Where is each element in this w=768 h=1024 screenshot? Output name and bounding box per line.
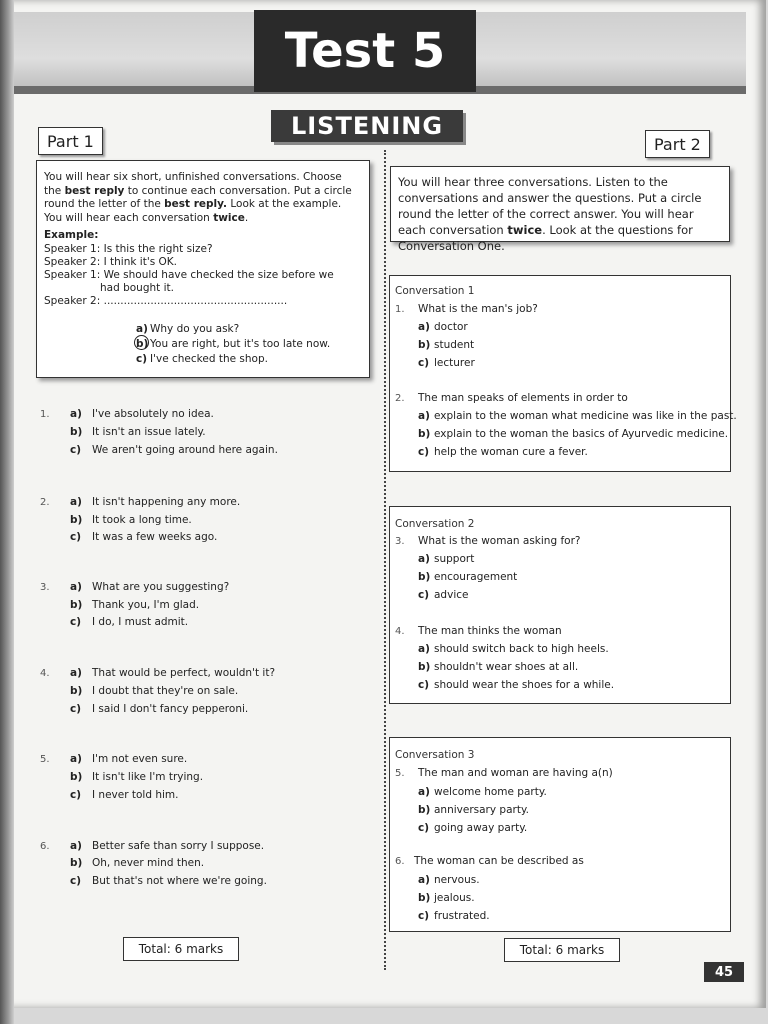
question-number: 6.: [40, 841, 50, 852]
option-text: It isn't an issue lately.: [92, 426, 206, 438]
example-line: Speaker 2: .......................................................: [44, 295, 288, 307]
option-text: I've absolutely no idea.: [92, 408, 214, 420]
option-letter[interactable]: c): [418, 822, 430, 834]
option-letter[interactable]: b): [418, 571, 431, 583]
option-letter[interactable]: a): [418, 786, 430, 798]
option-letter[interactable]: b): [418, 339, 431, 351]
option-letter[interactable]: a): [418, 553, 430, 565]
option-text: nervous.: [434, 874, 480, 886]
option-letter: b): [136, 338, 149, 350]
option-text: Oh, never mind then.: [92, 857, 205, 869]
option-letter[interactable]: c): [70, 703, 82, 715]
example-option: Why do you ask?: [150, 323, 240, 335]
question-number: 4.: [40, 668, 50, 679]
example-line: Speaker 2: I think it's OK.: [44, 256, 178, 268]
question-number: 3.: [40, 582, 50, 593]
option-letter[interactable]: c): [70, 875, 82, 887]
question-text: The man speaks of elements in order to: [418, 392, 628, 404]
question-number: 1.: [40, 409, 50, 420]
conversation-title: Conversation 3: [395, 749, 475, 761]
option-letter[interactable]: b): [70, 514, 83, 526]
example-label: Example:: [44, 229, 99, 241]
option-text: should wear the shoes for a while.: [434, 679, 615, 691]
option-letter: a): [136, 323, 148, 335]
section-title: LISTENING: [271, 110, 463, 142]
option-text: I'm not even sure.: [92, 753, 188, 765]
part2-instructions: You will hear three conversations. Listen to the conversations and answer the questions. Put a circle round the letter of the correct answer. You will hear each conversation twice. Look at the questions for Conversation One.: [398, 175, 702, 253]
question-number: 3.: [395, 536, 405, 547]
option-text: help the woman cure a fever.: [434, 446, 588, 458]
option-letter[interactable]: c): [70, 789, 82, 801]
part1-instructions: You will hear six short, unfinished conversations. Choose the best reply to continue each conversation. Put a circle round the letter of the best reply. Look at the example. You will hear each conversation twice.: [44, 171, 352, 224]
option-letter[interactable]: b): [418, 428, 431, 440]
question-number: 5.: [395, 768, 405, 779]
conversation-box: [389, 506, 731, 704]
option-letter[interactable]: b): [418, 892, 431, 904]
option-text: What are you suggesting?: [92, 581, 230, 593]
option-text: going away party.: [434, 822, 528, 834]
option-text: anniversary party.: [434, 804, 530, 816]
example-line: had bought it.: [100, 282, 174, 294]
option-letter[interactable]: c): [418, 589, 430, 601]
option-text: lecturer: [434, 357, 475, 369]
option-letter[interactable]: a): [418, 643, 430, 655]
option-text: I doubt that they're on sale.: [92, 685, 239, 697]
question-text: The man thinks the woman: [418, 625, 562, 637]
example-option: You are right, but it's too late now.: [150, 338, 331, 350]
part2-instructions-box: [390, 166, 730, 253]
option-text: support: [434, 553, 475, 565]
option-text: encouragement: [434, 571, 518, 583]
option-text: I do, I must admit.: [92, 616, 189, 628]
option-text: student: [434, 339, 475, 351]
example-option: I've checked the shop.: [150, 353, 268, 365]
option-text: should switch back to high heels.: [434, 643, 609, 655]
option-letter[interactable]: b): [418, 804, 431, 816]
option-text: It was a few weeks ago.: [92, 531, 218, 543]
example-line: Speaker 1: We should have checked the size before we: [44, 269, 334, 281]
option-letter[interactable]: a): [70, 496, 82, 508]
option-text: I never told him.: [92, 789, 179, 801]
example-line: Speaker 1: Is this the right size?: [44, 243, 213, 255]
option-letter[interactable]: a): [418, 874, 430, 886]
option-letter[interactable]: b): [418, 661, 431, 673]
option-letter[interactable]: b): [70, 426, 83, 438]
option-text: shouldn't wear shoes at all.: [434, 661, 579, 673]
option-letter[interactable]: a): [70, 581, 82, 593]
part1-instructions-box: [36, 160, 370, 378]
option-text: advice: [434, 589, 469, 601]
option-text: But that's not where we're going.: [92, 875, 267, 887]
option-text: Better safe than sorry I suppose.: [92, 840, 265, 852]
option-text: I said I don't fancy pepperoni.: [92, 703, 249, 715]
question-number: 1.: [395, 304, 405, 315]
part2-label: Part 2: [645, 130, 710, 158]
option-letter[interactable]: c): [418, 910, 430, 922]
option-letter[interactable]: b): [70, 857, 83, 869]
option-letter[interactable]: c): [70, 444, 82, 456]
question-number: 2.: [395, 393, 405, 404]
conversation-box: [389, 275, 737, 472]
question-number: 2.: [40, 497, 50, 508]
option-text: explain to the woman what medicine was like in the past.: [434, 410, 737, 422]
question-text: What is the woman asking for?: [418, 535, 581, 547]
question-number: 4.: [395, 626, 405, 637]
option-letter[interactable]: c): [418, 446, 430, 458]
test-title: Test 5: [254, 10, 476, 92]
option-text: We aren't going around here again.: [92, 444, 278, 456]
option-text: It isn't like I'm trying.: [92, 771, 204, 783]
conversation-box: [389, 737, 731, 932]
option-text: Thank you, I'm glad.: [92, 599, 200, 611]
conversation-title: Conversation 1: [395, 285, 475, 297]
option-letter[interactable]: c): [418, 357, 430, 369]
option-letter[interactable]: c): [70, 531, 82, 543]
book-binding: [0, 0, 14, 1024]
option-letter[interactable]: a): [70, 840, 82, 852]
option-text: doctor: [434, 321, 468, 333]
option-letter[interactable]: b): [70, 599, 83, 611]
option-text: It took a long time.: [92, 514, 192, 526]
page-number: 45: [704, 962, 744, 982]
option-letter: c): [136, 353, 148, 365]
option-text: That would be perfect, wouldn't it?: [92, 667, 276, 679]
question-number: 6.: [395, 856, 405, 867]
option-text: It isn't happening any more.: [92, 496, 241, 508]
question-number: 5.: [40, 754, 50, 765]
option-letter[interactable]: a): [70, 753, 82, 765]
option-letter[interactable]: a): [418, 410, 430, 422]
option-letter[interactable]: c): [418, 679, 430, 691]
option-text: frustrated.: [434, 910, 490, 922]
column-divider: [384, 150, 386, 970]
conversation-title: Conversation 2: [395, 518, 475, 530]
option-letter[interactable]: c): [70, 616, 82, 628]
part1-total: Total: 6 marks: [123, 937, 239, 961]
option-letter[interactable]: a): [70, 408, 82, 420]
option-letter[interactable]: b): [70, 771, 83, 783]
option-letter[interactable]: a): [418, 321, 430, 333]
question-text: The woman can be described as: [414, 855, 584, 867]
part2-total: Total: 6 marks: [504, 938, 620, 962]
option-letter[interactable]: b): [70, 685, 83, 697]
question-text: The man and woman are having a(n): [418, 767, 613, 779]
option-text: jealous.: [434, 892, 475, 904]
option-text: welcome home party.: [434, 786, 547, 798]
question-text: What is the man's job?: [418, 303, 538, 315]
option-text: explain to the woman the basics of Ayurvedic medicine.: [434, 428, 729, 440]
part1-label: Part 1: [38, 127, 103, 155]
option-letter[interactable]: a): [70, 667, 82, 679]
